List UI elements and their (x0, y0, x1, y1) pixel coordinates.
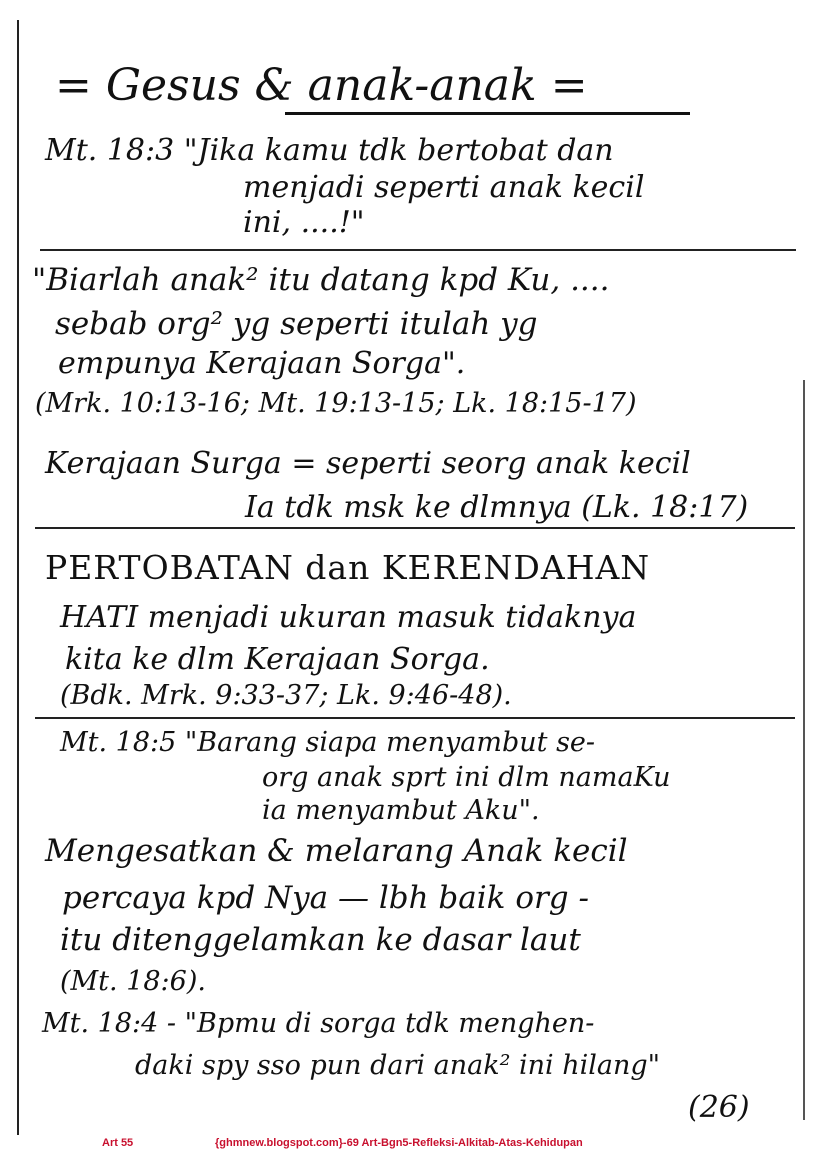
text-line: Kerajaan Surga = seperti seorg anak kecil (45, 446, 691, 481)
page-left-edge (17, 20, 19, 1135)
text-line: (Bdk. Mrk. 9:33-37; Lk. 9:46-48). (60, 680, 512, 711)
text-line: empunya Kerajaan Sorga". (58, 346, 466, 381)
section-divider (40, 249, 796, 251)
text-line: Mengesatkan & melarang Anak kecil (45, 833, 628, 869)
text-line: Mt. 18:4 - "Bpmu di sorga tdk menghen- (42, 1008, 595, 1039)
section-divider (35, 717, 795, 719)
text-line: "Biarlah anak² itu datang kpd Ku, .... (32, 262, 610, 298)
page-number: (26) (688, 1090, 750, 1125)
footer-source-link[interactable]: {ghmnew.blogspot.com}-69 Art-Bgn5-Refleksi-Alkitab-Atas-Kehidupan (215, 1137, 583, 1149)
section-divider (35, 527, 795, 529)
text-line: (Mt. 18:6). (60, 966, 206, 997)
text-line: (Mrk. 10:13-16; Mt. 19:13-15; Lk. 18:15-17) (35, 388, 637, 419)
text-line: Ia tdk msk ke dlmnya (Lk. 18:17) (245, 490, 749, 525)
text-line: itu ditenggelamkan ke dasar laut (60, 922, 581, 958)
title-underline (285, 112, 690, 115)
text-line: PERTOBATAN dan KERENDAHAN (45, 548, 651, 587)
page-title: = Gesus & anak-anak = (55, 60, 588, 111)
text-line: kita ke dlm Kerajaan Sorga. (65, 642, 490, 677)
text-line: sebab org² yg seperti itulah yg (55, 306, 538, 342)
text-line: org anak sprt ini dlm namaKu (262, 762, 671, 793)
text-line: menjadi seperti anak kecil (243, 170, 645, 205)
text-line: Mt. 18:5 "Barang siapa menyambut se- (60, 727, 596, 758)
text-line: ia menyambut Aku". (262, 795, 540, 826)
text-line: percaya kpd Nya — lbh baik org - (62, 880, 589, 916)
text-line: ini, ....!" (243, 205, 365, 240)
text-line: daki spy sso pun dari anak² ini hilang" (135, 1050, 661, 1081)
footer-left-label: Art 55 (102, 1137, 134, 1149)
text-line: Mt. 18:3 "Jika kamu tdk bertobat dan (45, 133, 614, 168)
text-line: HATI menjadi ukuran masuk tidaknya (60, 600, 637, 635)
page-right-edge (803, 380, 805, 1120)
